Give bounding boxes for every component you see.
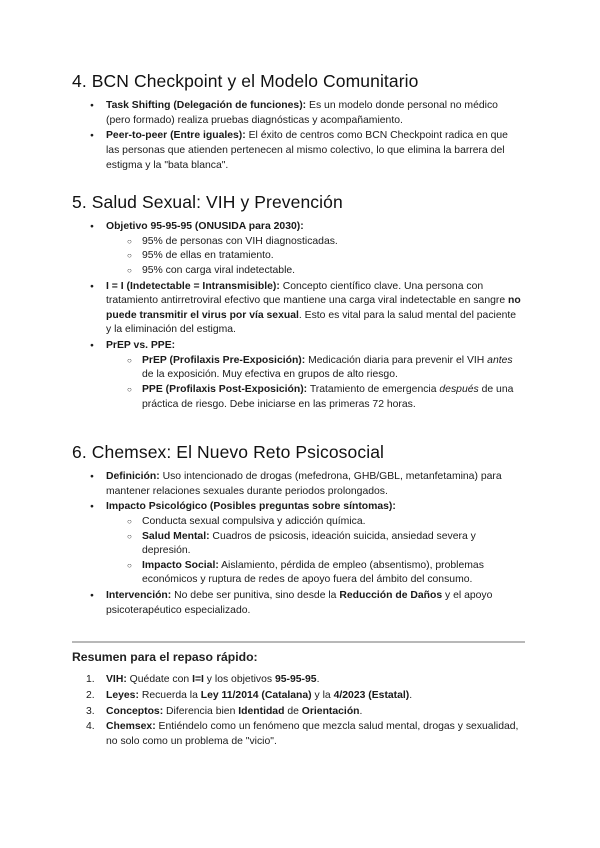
emphasis: 4/2023 (Estatal) <box>333 689 410 701</box>
description: Recuerda la <box>138 689 201 701</box>
term: PrEP (Profilaxis Pre-Exposición): <box>142 354 306 366</box>
list-item <box>72 99 524 128</box>
description: y los objetivos <box>203 674 275 685</box>
emphasis: antes <box>487 354 513 366</box>
section-4-heading: 4. BCN Checkpoint y el Modelo Comunitario <box>72 71 419 91</box>
list-item <box>72 705 524 720</box>
description: de la exposición. Muy efectiva en grupos de alto riesgo. <box>142 369 398 381</box>
description: Diferencia bien <box>163 705 239 717</box>
sub-list-item: ○ Conducta sexual compulsiva y adicción química. <box>106 515 524 530</box>
emphasis: 95-95-95 <box>274 674 317 685</box>
list-item <box>72 470 524 499</box>
term: Definición: <box>106 471 160 482</box>
description: Tratamiento de emergencia <box>307 383 440 395</box>
description: de una práctica de riesgo. Debe iniciarse en las primeras 72 horas. <box>142 383 514 410</box>
term: PPE (Profilaxis Post-Exposición): <box>142 383 308 395</box>
sub-list <box>106 235 524 279</box>
list-number: 1. <box>86 674 95 685</box>
description: Es un modelo donde personal no médico (pero formado) realiza pruebas diagnósticas y acompañamiento. <box>106 100 498 126</box>
list-number: 3. <box>86 705 95 717</box>
term: Objetivo 95-95-95 (ONUSIDA para 2030): <box>106 221 304 232</box>
term: Salud Mental: <box>142 530 210 542</box>
sub-list <box>106 515 524 588</box>
term: Conceptos: <box>106 705 164 717</box>
term: Peer-to-peer (Entre iguales): <box>106 130 246 142</box>
term: Chemsex: <box>106 721 156 733</box>
summary-list <box>72 673 524 751</box>
list-item <box>72 589 524 618</box>
emphasis: Identidad <box>238 705 285 717</box>
list-item <box>72 339 524 412</box>
description: Medicación diaria para prevenir el VIH <box>305 354 488 366</box>
list-item <box>72 673 524 688</box>
term: Impacto Psicológico (Posibles preguntas sobre síntomas): <box>106 501 396 513</box>
list-item <box>72 129 524 173</box>
sub-list-item <box>106 383 524 412</box>
section-5-heading: 5. Salud Sexual: VIH y Prevención <box>72 192 343 212</box>
emphasis: Ley 11/2014 (Catalana) <box>200 689 312 701</box>
description: . <box>316 674 320 685</box>
list-item <box>72 220 524 278</box>
emphasis: Reducción de Daños <box>339 590 443 602</box>
description: No debe ser punitiva, sino desde la <box>171 590 340 602</box>
section-6-heading: 6. Chemsex: El Nuevo Reto Psicosocial <box>72 442 385 462</box>
description: y la <box>311 689 334 701</box>
horizontal-divider <box>72 641 525 643</box>
description: Uso intencionado de drogas (mefedrona, GHB/GBL, metanfetamina) para mantener relaciones sexuales durante periodos prolongados. <box>106 471 502 497</box>
list-item <box>72 500 524 588</box>
sub-list-item <box>106 354 524 383</box>
term: Task Shifting (Delegación de funciones): <box>106 100 307 111</box>
term: Impacto Social: <box>142 559 219 571</box>
description: . <box>359 705 363 717</box>
sub-list-item <box>106 530 524 559</box>
term: PrEP vs. PPE: <box>106 340 176 352</box>
summary-heading: Resumen para el repaso rápido: <box>72 650 258 664</box>
sub-list-item: ○ 95% de personas con VIH diagnosticadas. <box>106 235 524 250</box>
term: Intervención: <box>106 590 172 602</box>
description: Concepto científico clave. Una persona con tratamiento antirretroviral efectivo que mantiene una carga viral indetectable en sangre <box>106 280 508 307</box>
description: de <box>284 705 302 717</box>
emphasis: no puede transmitir el virus por vía sexual <box>106 295 521 321</box>
description: El éxito de centros como BCN Checkpoint radica en que las personas que atienden pertenecen al mismo colectivo, lo que elimina la barrera del estigma y la "bata blanca". <box>106 130 508 171</box>
description: . Esto es vital para la salud mental del paciente y la eliminación del estigma. <box>106 309 517 336</box>
sub-list-item: ○ 95% de ellas en tratamiento. <box>106 249 524 264</box>
section-4-list <box>72 99 524 174</box>
term: I = I (Indetectable = Intransmisible): <box>106 280 280 292</box>
sub-list-item: ○ 95% con carga viral indetectable. <box>106 264 524 279</box>
description: y el apoyo psicoterapéutico especializado. <box>106 590 493 616</box>
sub-list <box>106 354 524 412</box>
description: Aislamiento, pérdida de empleo (absentismo), problemas económicos y ruptura de redes de apoyo fuera del ámbito del consumo. <box>142 559 484 586</box>
emphasis: I=I <box>192 674 204 685</box>
description: Entiéndelo como un fenómeno que mezcla salud mental, drogas y sexualidad, no solo como un problema de "vicio". <box>106 721 519 747</box>
sub-list-item <box>106 559 524 588</box>
description: . <box>409 689 413 701</box>
list-item <box>72 689 524 704</box>
term: Leyes: <box>106 689 139 701</box>
section-5-list <box>72 220 524 413</box>
list-item <box>72 280 524 338</box>
list-number: 2. <box>86 689 95 701</box>
description: Cuadros de psicosis, ideación suicida, ansiedad severa y depresión. <box>142 530 476 557</box>
emphasis: Orientación <box>301 705 360 717</box>
list-number: 4. <box>86 721 95 733</box>
list-item <box>72 720 524 749</box>
description: Quédate con <box>126 674 193 685</box>
emphasis: después <box>439 383 479 395</box>
term: VIH: <box>106 674 127 685</box>
section-6-list <box>72 470 524 620</box>
